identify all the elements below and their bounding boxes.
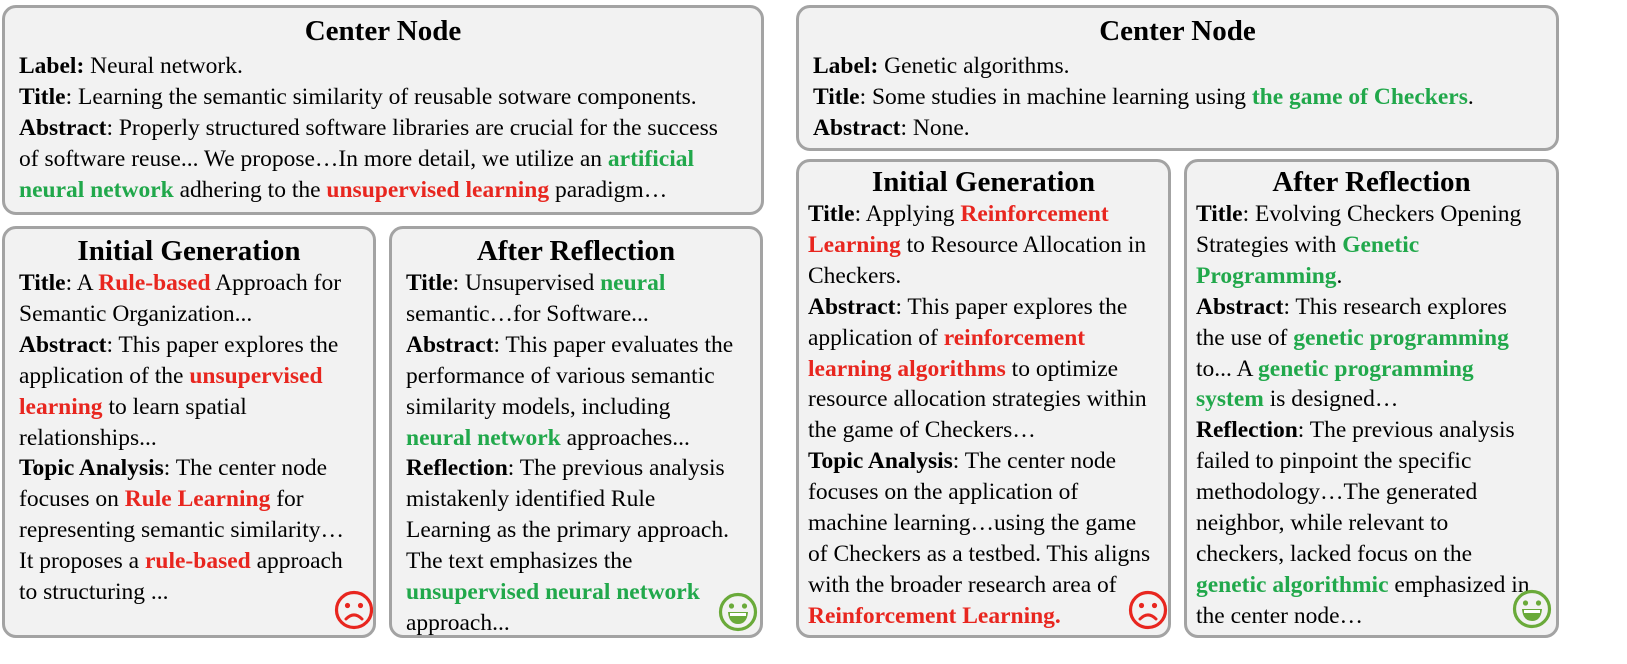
text-line: [406, 392, 763, 423]
text-span: : The center node: [952, 448, 1117, 475]
field-label: Abstract: [19, 114, 107, 141]
text-span: Checkers.: [808, 262, 902, 289]
text-line: [19, 453, 376, 484]
text-line: [813, 82, 1558, 113]
text-line: [1196, 446, 1559, 477]
field-label: Abstract: [808, 293, 896, 320]
field-label: Label:: [813, 53, 879, 79]
field-label: Title: [19, 83, 66, 110]
text-span: : This paper explores the: [895, 293, 1128, 320]
text-line: [19, 392, 376, 423]
text-span: to learn spatial: [102, 393, 247, 420]
text-line: [808, 539, 1171, 570]
panel-content: [19, 268, 376, 608]
field-label: Title: [813, 83, 860, 110]
positive-highlight: artificial: [607, 145, 695, 172]
text-span: relationships...: [19, 424, 157, 451]
after-reflection-panel: [1184, 159, 1559, 638]
panel-heading: Initial Generation: [871, 166, 1096, 198]
sad-face-icon: [334, 590, 374, 630]
field-label: Reflection: [1196, 417, 1298, 444]
negative-highlight: Rule Learning: [124, 486, 271, 513]
panel-content: [1196, 199, 1559, 632]
text-span: Strategies with: [1196, 231, 1343, 258]
positive-highlight: Genetic: [1342, 231, 1420, 258]
text-span: : Learning the semantic similarity of reusable sotware components.: [65, 83, 697, 110]
text-span: the game of Checkers…: [808, 417, 1036, 444]
text-span: approach: [250, 548, 343, 575]
field-label: Label:: [19, 53, 85, 79]
text-line: [808, 415, 1171, 446]
text-line: [406, 608, 763, 638]
field-label: Topic Analysis: [808, 448, 953, 475]
positive-highlight: system: [1196, 386, 1264, 413]
text-span: semantic…for Software...: [406, 300, 649, 327]
initial-generation-panel: [2, 226, 376, 638]
negative-highlight: unsupervised: [189, 362, 323, 389]
text-span: The text emphasizes the: [406, 548, 633, 575]
positive-highlight: Programming: [1196, 262, 1337, 289]
happy-face-icon: [1512, 589, 1552, 629]
text-line: [1196, 384, 1559, 415]
text-span: : A: [65, 270, 99, 296]
field-label: Abstract: [1196, 293, 1284, 320]
text-span: neighbor, while relevant to: [1196, 510, 1449, 537]
text-span: : The previous analysis: [1297, 417, 1515, 444]
text-line: [1196, 601, 1559, 632]
field-label: Title: [19, 270, 66, 296]
text-span: approaches...: [560, 424, 690, 451]
text-span: with the broader research area of: [808, 571, 1117, 598]
text-span: to... A: [1196, 355, 1259, 382]
text-line: [406, 423, 763, 454]
text-span: to optimize: [1005, 355, 1119, 382]
text-span: paradigm…: [549, 176, 668, 203]
center-node-panel: [2, 5, 764, 215]
text-span: application of: [808, 324, 944, 351]
positive-highlight: the game of Checkers: [1251, 83, 1468, 110]
text-span: : This paper evaluates the: [493, 331, 734, 358]
field-label: Reflection: [406, 455, 508, 482]
text-span: Learning as the primary approach.: [406, 517, 729, 544]
text-span: to structuring ...: [19, 579, 169, 606]
field-label: Title: [406, 270, 453, 296]
text-span: : Properly structured software libraries are crucial for the success: [106, 114, 718, 141]
positive-highlight: unsupervised neural network: [406, 579, 700, 606]
text-span: similarity models, including: [406, 393, 671, 420]
text-line: [19, 299, 376, 330]
text-line: [19, 144, 764, 175]
text-line: [19, 546, 376, 577]
text-span: adhering to the: [173, 176, 327, 203]
text-span: focuses on the application of: [808, 479, 1079, 506]
text-span: : The center node: [163, 455, 328, 482]
text-span: is designed…: [1263, 386, 1399, 413]
text-line: [19, 515, 376, 546]
negative-highlight: learning algorithms: [808, 355, 1006, 382]
text-line: [19, 577, 376, 608]
text-line: [19, 175, 764, 206]
text-line: [406, 299, 763, 330]
text-line: [808, 508, 1171, 539]
text-line: [19, 113, 764, 144]
text-span: for: [270, 486, 304, 513]
text-span: to Resource Allocation in: [900, 231, 1147, 258]
text-line: [1196, 230, 1559, 261]
text-line: [406, 330, 763, 361]
text-span: of software reuse... We propose…In more detail, we utilize an: [19, 145, 608, 172]
text-line: [19, 484, 376, 515]
text-span: performance of various semantic: [406, 362, 715, 389]
text-span: : Evolving Checkers Opening: [1242, 201, 1522, 227]
text-span: checkers, lacked focus on the: [1196, 540, 1472, 567]
text-span: of Checkers as a testbed. This aligns: [808, 540, 1151, 567]
text-line: [808, 601, 1171, 632]
positive-highlight: genetic programming: [1293, 324, 1509, 351]
text-line: [19, 268, 376, 299]
text-line: [808, 199, 1171, 230]
positive-highlight: genetic programming: [1258, 355, 1474, 382]
text-line: [1196, 323, 1559, 354]
text-span: the center node…: [1196, 602, 1364, 629]
text-span: Semantic Organization...: [19, 300, 253, 327]
text-line: [19, 330, 376, 361]
text-line: [808, 261, 1171, 292]
text-span: emphasized in: [1388, 571, 1530, 598]
text-line: [808, 230, 1171, 261]
text-line: [406, 268, 763, 299]
text-line: [1196, 199, 1559, 230]
text-line: [1196, 354, 1559, 385]
text-span: representing semantic similarity…: [19, 517, 344, 544]
text-span: : This research explores: [1283, 293, 1507, 320]
panel-content: [813, 51, 1558, 144]
field-label: Topic Analysis: [19, 455, 164, 482]
center-node-panel: [796, 5, 1559, 151]
text-span: approach...: [406, 609, 510, 636]
negative-highlight: Learning: [808, 231, 901, 258]
text-line: [808, 354, 1171, 385]
text-line: [808, 477, 1171, 508]
text-line: [813, 113, 1558, 144]
initial-generation-panel: [796, 159, 1171, 638]
text-span: focuses on: [19, 486, 125, 513]
text-span: machine learning…using the game: [808, 510, 1137, 537]
text-line: [406, 577, 763, 608]
text-line: [1196, 570, 1559, 601]
text-line: [808, 570, 1171, 601]
text-line: [19, 51, 764, 82]
text-line: [406, 515, 763, 546]
positive-highlight: neural: [600, 270, 666, 296]
positive-highlight: neural network: [19, 176, 174, 203]
negative-highlight: rule-based: [144, 548, 251, 575]
text-line: [1196, 292, 1559, 323]
panel-content: [406, 268, 763, 638]
panel-content: [19, 51, 764, 206]
text-span: failed to pinpoint the specific: [1196, 448, 1472, 475]
field-label: Title: [1196, 201, 1243, 227]
after-reflection-panel: [389, 226, 763, 638]
text-line: [19, 82, 764, 113]
happy-face-icon: [718, 592, 758, 632]
positive-highlight: neural network: [406, 424, 561, 451]
text-line: [406, 361, 763, 392]
text-span: Neural network.: [84, 53, 243, 79]
text-span: : Unsupervised: [452, 270, 601, 296]
panel-heading: After Reflection: [1272, 166, 1471, 198]
text-line: [406, 546, 763, 577]
text-line: [1196, 539, 1559, 570]
text-line: [813, 51, 1558, 82]
text-span: resource allocation strategies within: [808, 386, 1147, 413]
sad-face-icon: [1128, 590, 1168, 630]
field-label: Abstract: [813, 114, 901, 141]
text-line: [1196, 261, 1559, 292]
negative-highlight: Reinforcement Learning.: [808, 602, 1061, 629]
negative-highlight: Reinforcement: [960, 201, 1109, 227]
text-line: [808, 323, 1171, 354]
text-line: [19, 361, 376, 392]
text-span: .: [1336, 262, 1343, 289]
text-line: [406, 453, 763, 484]
text-span: application of the: [19, 362, 190, 389]
text-span: It proposes a: [19, 548, 145, 575]
text-line: [1196, 415, 1559, 446]
text-span: : Some studies in machine learning using: [859, 83, 1252, 110]
negative-highlight: unsupervised learning: [326, 176, 550, 203]
field-label: Abstract: [406, 331, 494, 358]
text-line: [1196, 477, 1559, 508]
text-span: : None.: [900, 114, 970, 141]
panel-heading: Center Node: [304, 15, 462, 47]
positive-highlight: genetic algorithmic: [1196, 571, 1389, 598]
text-span: : Applying: [854, 201, 961, 227]
field-label: Abstract: [19, 331, 107, 358]
text-span: : This paper explores the: [106, 331, 339, 358]
negative-highlight: learning: [19, 393, 103, 420]
text-span: the use of: [1196, 324, 1294, 351]
panel-heading: Center Node: [1099, 15, 1256, 47]
text-span: mistakenly identified Rule: [406, 486, 656, 513]
text-line: [1196, 508, 1559, 539]
text-line: [406, 484, 763, 515]
text-span: Genetic algorithms.: [878, 53, 1070, 79]
text-line: [808, 446, 1171, 477]
text-span: Approach for: [210, 270, 342, 296]
text-line: [19, 423, 376, 454]
text-span: : The previous analysis: [507, 455, 725, 482]
negative-highlight: Rule-based: [98, 270, 211, 296]
negative-highlight: reinforcement: [943, 324, 1086, 351]
panel-heading: Initial Generation: [77, 235, 301, 267]
field-label: Title: [808, 201, 855, 227]
text-span: .: [1467, 83, 1474, 110]
text-span: methodology…The generated: [1196, 479, 1478, 506]
panel-heading: After Reflection: [476, 235, 676, 267]
panel-content: [808, 199, 1171, 632]
text-line: [808, 292, 1171, 323]
text-line: [808, 384, 1171, 415]
